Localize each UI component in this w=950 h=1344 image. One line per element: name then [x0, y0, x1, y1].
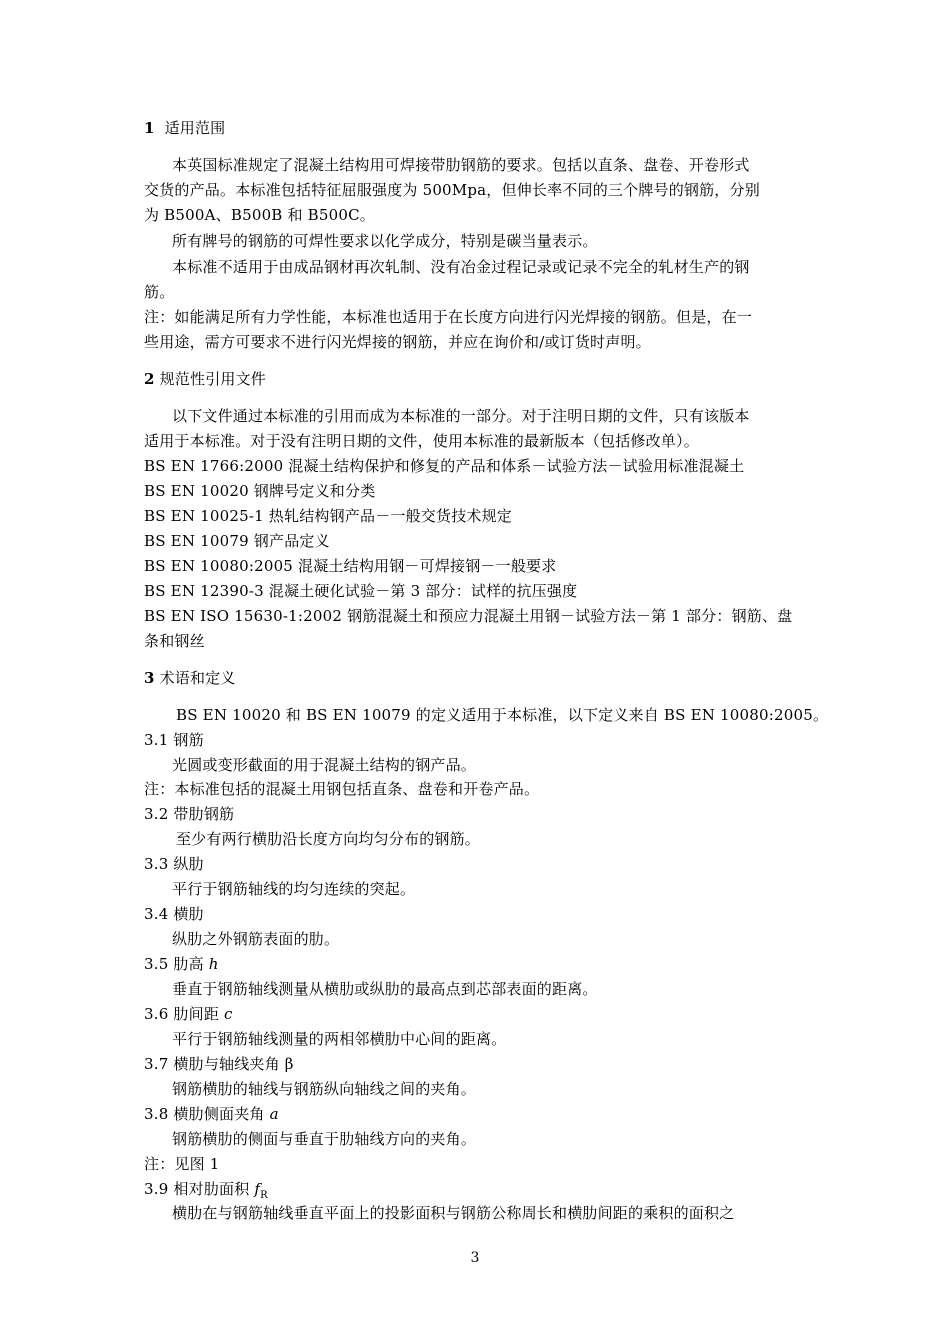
paragraph-line: 以下文件通过本标准的引用而成为本标准的一部分。对于注明日期的文件，只有该版本 [172, 407, 750, 425]
reference-item: BS EN 1766:2000 混凝土结构保护和修复的产品和体系－试验方法－试验用标准混凝土 [144, 457, 745, 475]
term-title: 3.8 横肋侧面夹角 a [144, 1105, 279, 1123]
paragraph-line: 交货的产品。本标准包括特征屈服强度为 500Mpa，但伸长率不同的三个牌号的钢筋，分别 [144, 181, 760, 199]
term-title: 3.1 钢筋 [144, 731, 204, 749]
term-title: 3.5 肋高 h [144, 955, 219, 973]
reference-item: BS EN 10020 钢牌号定义和分类 [144, 482, 376, 500]
note-line: 注：如能满足所有力学性能，本标准也适用于在长度方向进行闪光焊接的钢筋。但是，在一 [144, 308, 753, 326]
section-2-heading: 2 规范性引用文件 [144, 370, 267, 388]
reference-item: 条和钢丝 [144, 632, 205, 650]
reference-item: BS EN ISO 15630-1:2002 钢筋混凝土和预应力混凝土用钢－试验方法－第 1 部分：钢筋、盘 [144, 607, 793, 625]
paragraph-line: 本标准不适用于由成品钢材再次轧制、没有冶金过程记录或记录不完全的轧材生产的钢 [172, 258, 750, 276]
section-1-heading: 1 适用范围 [144, 119, 226, 137]
note-line: 注：见图 1 [144, 1155, 220, 1173]
reference-item: BS EN 10025-1 热轧结构钢产品－一般交货技术规定 [144, 507, 513, 525]
term-title: 3.9 相对肋面积 $f_R$ [144, 1180, 268, 1201]
paragraph-line: 筋。 [144, 283, 175, 301]
term-definition: 钢筋横肋的侧面与垂直于肋轴线方向的夹角。 [172, 1130, 477, 1148]
term-definition: 钢筋横肋的轴线与钢筋纵向轴线之间的夹角。 [172, 1080, 477, 1098]
page-number: 3 [470, 1250, 480, 1266]
term-definition: 纵肋之外钢筋表面的肋。 [172, 930, 340, 948]
term-definition: 平行于钢筋轴线的均匀连续的突起。 [172, 880, 416, 898]
reference-item: BS EN 12390-3 混凝土硬化试验－第 3 部分：试样的抗压强度 [144, 582, 578, 600]
term-title: 3.3 纵肋 [144, 855, 204, 873]
term-definition: 平行于钢筋轴线测量的两相邻横肋中心间的距离。 [172, 1030, 507, 1048]
term-definition: 横肋在与钢筋轴线垂直平面上的投影面积与钢筋公称周长和横肋间距的乘积的面积之 [172, 1204, 735, 1222]
paragraph-line: 本英国标准规定了混凝土结构用可焊接带肋钢筋的要求。包括以直条、盘卷、开卷形式 [172, 156, 750, 174]
term-definition: 至少有两行横肋沿长度方向均匀分布的钢筋。 [176, 830, 481, 848]
section-3-heading: 3 术语和定义 [144, 669, 236, 687]
note-line: 些用途，需方可要求不进行闪光焊接的钢筋，并应在询价和/或订货时声明。 [144, 333, 651, 351]
term-title: 3.2 带肋钢筋 [144, 805, 235, 823]
term-title: 3.7 横肋与轴线夹角 β [144, 1055, 294, 1073]
reference-item: BS EN 10079 钢产品定义 [144, 532, 330, 550]
paragraph-line: 所有牌号的钢筋的可焊性要求以化学成分，特别是碳当量表示。 [172, 232, 598, 250]
paragraph-line: 为 B500A、B500B 和 B500C。 [144, 206, 375, 224]
reference-item: BS EN 10080:2005 混凝土结构用钢－可焊接钢－一般要求 [144, 557, 557, 575]
term-title: 3.6 肋间距 c [144, 1005, 233, 1023]
note-line: 注：本标准包括的混凝土用钢包括直条、盘卷和开卷产品。 [144, 780, 540, 798]
term-definition: 光圆或变形截面的用于混凝土结构的钢产品。 [172, 756, 477, 774]
term-definition: 垂直于钢筋轴线测量从横肋或纵肋的最高点到芯部表面的距离。 [172, 980, 598, 998]
paragraph-line: 适用于本标准。对于没有注明日期的文件，使用本标准的最新版本（包括修改单）。 [144, 432, 699, 450]
term-title: 3.4 横肋 [144, 905, 204, 923]
paragraph-line: BS EN 10020 和 BS EN 10079 的定义适用于本标准，以下定义来自 BS EN 10080:2005。 [176, 706, 829, 724]
